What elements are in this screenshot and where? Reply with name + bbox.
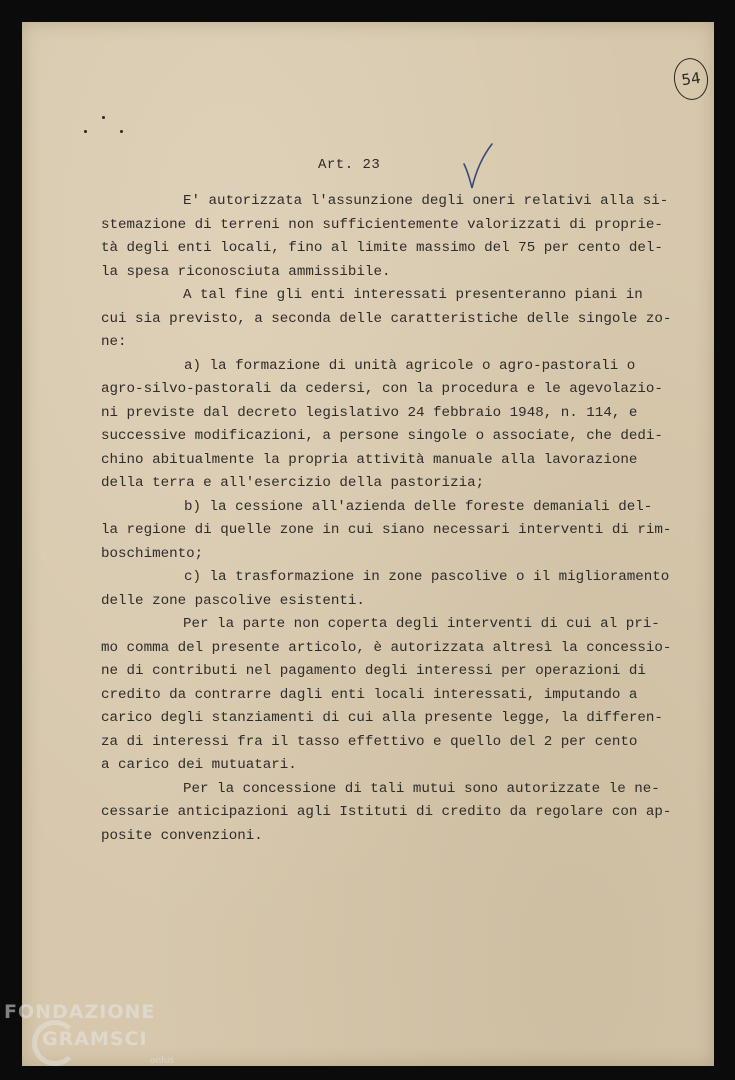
text-line: A tal fine gli enti interessati presenteranno piani in (183, 287, 643, 303)
text-line: mo comma del presente articolo, è autorizzata altresì la concessio- (101, 639, 672, 656)
text-line: ne: (101, 334, 127, 350)
text-line: carico degli stanziamenti di cui alla presente legge, la differen- (101, 710, 663, 726)
text-line: E' autorizzata l'assunzione degli oneri relativi alla si- (183, 193, 669, 209)
text-line: la regione di quelle zone in cui siano necessari interventi di rim- (101, 522, 672, 538)
stray-dot (84, 130, 87, 133)
text-line: ni previste dal decreto legislativo 24 febbraio 1948, n. 114, e (101, 404, 638, 421)
watermark-logo (4, 1000, 204, 1080)
checkmark-icon (460, 142, 496, 190)
text-line: cui sia previsto, a seconda delle caratteristiche delle singole zo- (101, 310, 672, 327)
stray-dot (120, 130, 123, 133)
text-line: cessarie anticipazioni agli Istituti di credito da regolare con ap- (101, 804, 672, 820)
text-line: chino abitualmente la propria attività manuale alla lavorazione (101, 451, 638, 468)
text-line: c) la trasformazione in zone pascolive o il miglioramento (184, 569, 670, 585)
text-line: Per la concessione di tali mutui sono autorizzate le ne- (183, 780, 660, 797)
article-body (101, 190, 672, 848)
text-line: b) la cessione all'azienda delle foreste demaniali del- (184, 498, 653, 515)
folio-number-stamp: 54 (671, 56, 711, 102)
watermark-suffix: onlus (150, 1056, 175, 1066)
text-line: a carico dei mutuatari. (101, 757, 297, 773)
article-title: Art. 23 (318, 157, 381, 173)
text-line: Per la parte non coperta degli interventi di cui al pri- (183, 616, 660, 632)
text-line: tà degli enti locali, fino al limite massimo del 75 per cento del- (101, 240, 663, 256)
text-line: posite convenzioni. (101, 827, 263, 844)
stray-marks (82, 114, 142, 144)
stray-dot (102, 116, 105, 119)
text-line: la spesa riconosciuta ammissibile. (101, 263, 391, 280)
watermark-line1: FONDAZIONE (4, 1001, 156, 1023)
text-line: a) la formazione di unità agricole o agro-pastorali o (184, 357, 636, 374)
text-line: successive modificazioni, a persone singole o associate, che dedi- (101, 428, 663, 444)
text-line: boschimento; (101, 545, 204, 562)
text-line: stemazione di terreni non sufficientemente valorizzati di proprie- (101, 216, 663, 233)
text-line: ne di contributi nel pagamento degli interessi per operazioni di (101, 663, 646, 679)
text-line: delle zone pascolive esistenti. (101, 592, 365, 609)
text-line: credito da contrarre dagli enti locali interessati, imputando a (101, 686, 638, 703)
watermark-line2: GRAMSCI (42, 1028, 148, 1050)
text-line: della terra e all'esercizio della pastorizia; (101, 475, 485, 491)
text-line: agro-silvo-pastorali da cedersi, con la procedura e le agevolazio- (101, 381, 663, 397)
text-line: za di interessi fra il tasso effettivo e quello del 2 per cento (101, 733, 638, 750)
